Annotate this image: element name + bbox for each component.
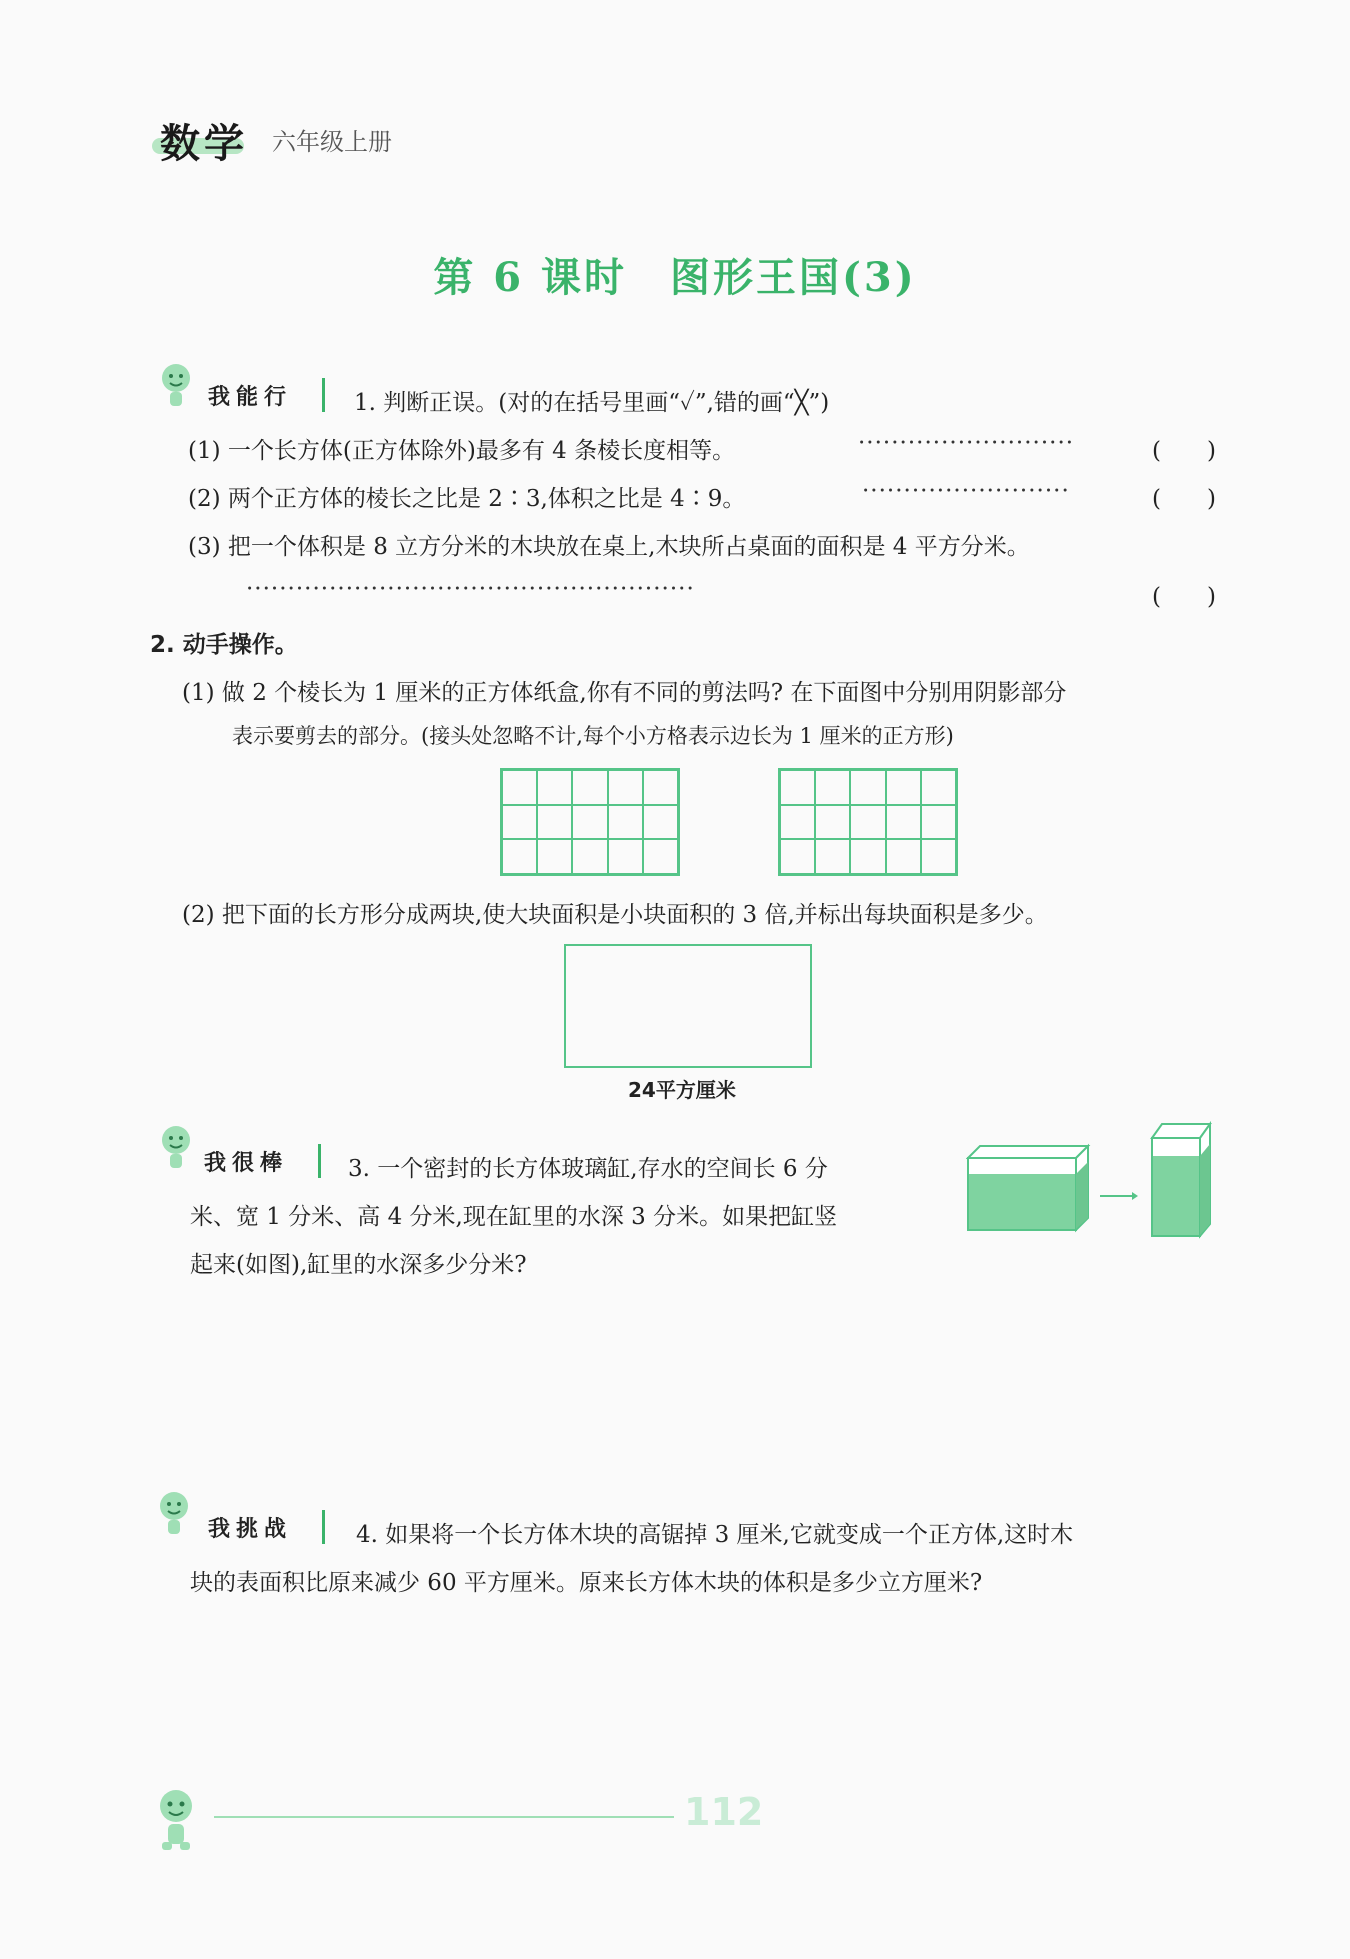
q3-line3: 起来(如图),缸里的水深多少分米?: [190, 1252, 527, 1278]
page-number: 112: [684, 1790, 764, 1834]
subject-title: 数学: [160, 121, 248, 167]
mascot-icon: [150, 358, 202, 410]
q3-line2: 米、宽 1 分米、高 4 分米,现在缸里的水深 3 分米。如果把缸竖: [190, 1204, 838, 1230]
lesson-title: 第 6 课时 图形王国(3): [433, 254, 917, 301]
q3-line1: 3. 一个密封的长方体玻璃缸,存水的空间长 6 分: [348, 1156, 828, 1182]
badge-wo-neng-xing: 我能行: [208, 385, 293, 410]
badge-wo-tiao-zhan: 我挑战: [208, 1517, 293, 1542]
badge-divider: [322, 378, 325, 412]
q1-item-3-leader: ······················································: [246, 576, 695, 602]
rectangle-24[interactable]: [564, 944, 812, 1068]
q1-item-2-leader: ·························: [862, 478, 1070, 504]
mascot-icon: [150, 1120, 202, 1172]
grade-label: 六年级上册: [272, 128, 392, 156]
footer-mascot-icon: [146, 1784, 208, 1854]
grid-net-2[interactable]: [778, 768, 958, 876]
answer-bracket-1[interactable]: ( ): [1152, 438, 1216, 464]
q2-part2: (2) 把下面的长方形分成两块,使大块面积是小块面积的 3 倍,并标出每块面积是多少。: [182, 902, 1048, 928]
q2-part1-line1: (1) 做 2 个棱长为 1 厘米的正方体纸盒,你有不同的剪法吗? 在下面图中分别用阴影部分: [182, 680, 1067, 706]
q1-item-1-leader: ··························: [858, 430, 1075, 456]
badge-divider: [322, 1510, 325, 1544]
answer-bracket-2[interactable]: ( ): [1152, 486, 1216, 512]
q4-line1: 4. 如果将一个长方体木块的高锯掉 3 厘米,它就变成一个正方体,这时木: [356, 1522, 1074, 1548]
q2-title: 2. 动手操作。: [150, 632, 298, 658]
tank-diagram: [966, 1118, 1240, 1240]
q1-title: 1. 判断正误。(对的在括号里画“✓”,错的画“╳”): [354, 390, 830, 416]
badge-wo-hen-bang: 我很棒: [204, 1151, 289, 1176]
answer-bracket-3[interactable]: ( ): [1152, 584, 1216, 610]
badge-divider: [318, 1144, 321, 1178]
q4-line2: 块的表面积比原来减少 60 平方厘米。原来长方体木块的体积是多少立方厘米?: [190, 1570, 983, 1596]
q1-item-3: (3) 把一个体积是 8 立方分米的木块放在桌上,木块所占桌面的面积是 4 平方分米。: [188, 534, 1030, 560]
footer-rule: [214, 1816, 674, 1818]
grid-net-1[interactable]: [500, 768, 680, 876]
q1-item-2: (2) 两个正方体的棱长之比是 2∶3,体积之比是 4∶9。: [188, 486, 746, 512]
mascot-icon: [148, 1486, 200, 1538]
q1-item-1: (1) 一个长方体(正方体除外)最多有 4 条棱长度相等。: [188, 438, 736, 464]
rectangle-caption: 24平方厘米: [628, 1078, 736, 1102]
q2-part1-line2: 表示要剪去的部分。(接头处忽略不计,每个小方格表示边长为 1 厘米的正方形): [232, 724, 954, 748]
